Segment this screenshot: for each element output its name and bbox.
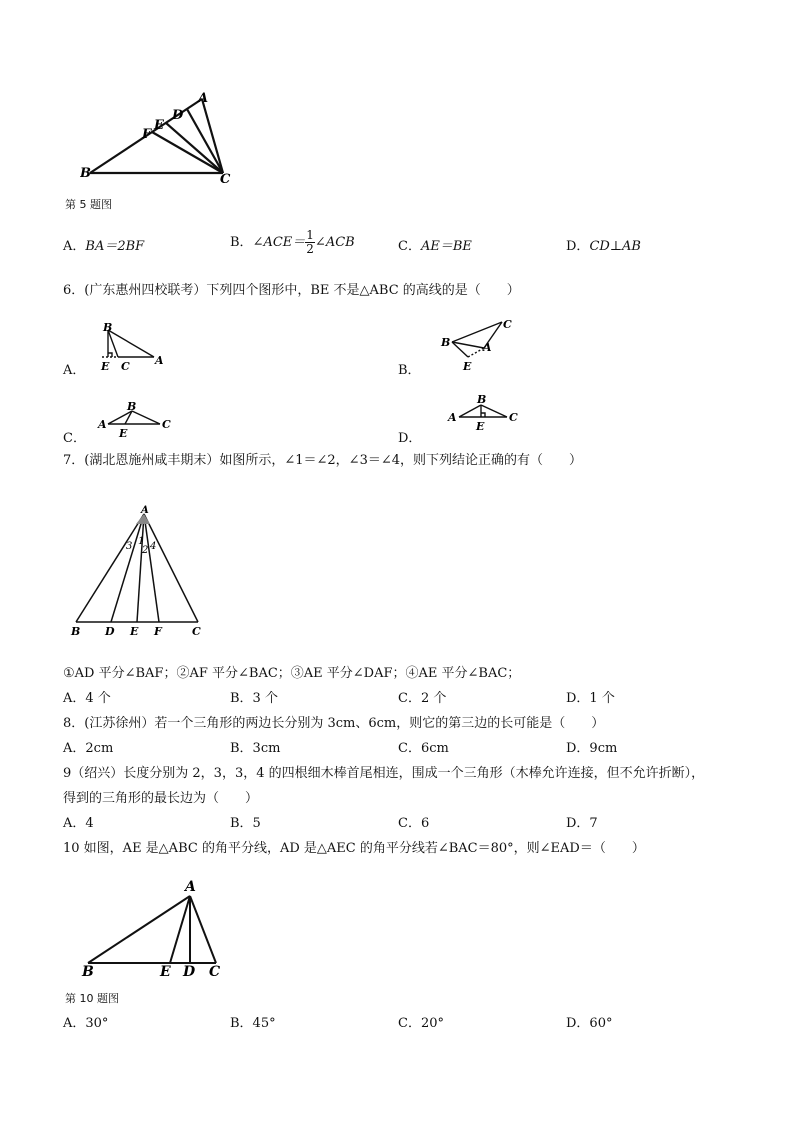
q5-option-d-text: CD⊥AB	[589, 239, 641, 254]
q10-option-b[interactable]: B．45°	[230, 1016, 276, 1031]
q6-figure-c	[96, 398, 176, 440]
q6-stem: 6．(广东惠州四校联考）下列四个图形中，BE 不是△ABC 的高线的是（ ）	[63, 283, 520, 298]
q9-stem-line1: 9（绍兴）长度分别为 2，3，3，4 的四根细木棒首尾相连，围成一个三角形（木棒允许连接，但不允许折断），	[63, 766, 705, 781]
q8-option-d[interactable]: D．9cm	[566, 741, 618, 756]
q5-option-a-text: BA＝2BF	[85, 239, 145, 254]
q9-option-a[interactable]: A．4	[63, 816, 94, 831]
q7-option-c[interactable]: C．2 个	[398, 691, 447, 706]
fig5-label-b: B	[80, 166, 91, 181]
q5-option-c[interactable]	[398, 238, 472, 256]
fig5-label-c: C	[220, 172, 231, 187]
q5-option-b-fraction	[305, 229, 315, 256]
fig7-angle-3: 3	[126, 541, 133, 552]
figure-q10	[78, 872, 238, 982]
q5-option-a-letter: A．	[63, 239, 86, 254]
fig5-label-a: A	[198, 91, 209, 106]
q8-stem: 8．(江苏徐州）若一个三角形的两边长分别为 3cm、6cm，则它的第三边的长可能是（ ）	[63, 716, 605, 731]
q6a-label-b: B	[103, 321, 113, 334]
q7-option-a[interactable]: A．4 个	[63, 691, 111, 706]
q10-option-c[interactable]: C．20°	[398, 1016, 444, 1031]
q9-option-b[interactable]: B．5	[230, 816, 261, 831]
q7-option-d[interactable]: D．1 个	[566, 691, 615, 706]
q7-statements: ①AD 平分∠BAF；②AF 平分∠BAC；③AE 平分∠DAF；④AE 平分∠BAC；	[63, 666, 521, 681]
q6b-label-a: A	[483, 341, 492, 354]
fig7-label-b: B	[71, 625, 81, 638]
q7-stem: 7．(湖北恩施州咸丰期末）如图所示，∠1＝∠2，∠3＝∠4，则下列结论正确的有（ ）	[63, 453, 582, 468]
fig5-label-f: F	[142, 127, 152, 142]
fig7-label-e: E	[130, 625, 139, 638]
q6c-label-b: B	[127, 400, 137, 413]
fig7-label-c: C	[192, 625, 201, 638]
q6c-label-c: C	[162, 418, 171, 431]
q5-option-b[interactable]	[230, 229, 355, 256]
figure-q7	[62, 500, 222, 640]
fig7-label-d: D	[105, 625, 115, 638]
fig5-label-e: E	[154, 118, 164, 133]
q6-option-b[interactable]: B．	[398, 363, 421, 378]
q6-option-d[interactable]: D．	[398, 431, 422, 446]
q5-option-c-text: AE＝BE	[420, 239, 472, 254]
q6d-label-a: A	[448, 411, 457, 424]
q6-figure-d	[445, 390, 525, 435]
q8-option-a[interactable]: A．2cm	[63, 741, 114, 756]
q9-option-d[interactable]: D．7	[566, 816, 598, 831]
fig7-label-a: A	[141, 505, 149, 516]
fig10-label-d: D	[183, 964, 196, 980]
q10-stem: 10 如图，AE 是△ABC 的角平分线，AD 是△AEC 的角平分线若∠BAC＝80°，则∠EAD＝（ ）	[63, 841, 645, 856]
fig10-caption: 第 10 题图	[65, 992, 119, 1005]
q5-option-b-den: 2	[306, 242, 314, 256]
q6d-label-e: E	[476, 420, 485, 433]
q6a-label-e: E	[101, 360, 110, 373]
q6c-label-e: E	[119, 427, 128, 440]
fig5-caption: 第 5 题图	[65, 198, 112, 211]
fig7-angle-1: 1	[138, 536, 145, 547]
fig5-label-d: D	[172, 108, 184, 123]
fig7-label-f: F	[154, 625, 162, 638]
q6a-label-a: A	[155, 354, 164, 367]
fig10-label-b: B	[82, 964, 94, 980]
q8-option-b[interactable]: B．3cm	[230, 741, 281, 756]
q7-option-b[interactable]: B．3 个	[230, 691, 278, 706]
q5-option-b-post: ∠ACB	[314, 235, 355, 250]
figure-q5	[80, 88, 250, 188]
q5-option-b-num: 1	[306, 228, 314, 242]
fig7-angle-4: 4	[150, 541, 157, 552]
q9-stem-line2: 得到的三角形的最长边为（ ）	[63, 791, 259, 806]
fig10-label-c: C	[209, 964, 221, 980]
q6-figure-b	[436, 310, 526, 375]
q6c-label-a: A	[98, 418, 107, 431]
q5-option-c-letter: C．	[398, 239, 421, 254]
q5-option-b-pre: ∠ACE＝	[252, 235, 306, 250]
q6-figure-a	[96, 320, 176, 375]
q5-option-b-letter: B．	[230, 235, 253, 250]
q5-option-d[interactable]	[566, 238, 641, 256]
q6b-label-e: E	[463, 360, 472, 373]
fig10-label-e: E	[160, 964, 171, 980]
q9-option-c[interactable]: C．6	[398, 816, 430, 831]
q8-option-c[interactable]: C．6cm	[398, 741, 449, 756]
q6b-label-b: B	[441, 336, 451, 349]
q10-option-d[interactable]: D．60°	[566, 1016, 613, 1031]
q6d-label-b: B	[477, 393, 487, 406]
q5-option-a[interactable]	[63, 238, 144, 256]
q6-option-c[interactable]: C．	[63, 431, 86, 446]
q5-option-d-letter: D．	[566, 239, 590, 254]
fig7-angle-2: 2	[142, 545, 149, 556]
q6d-label-c: C	[509, 411, 518, 424]
q6b-label-c: C	[503, 318, 512, 331]
fig10-label-a: A	[185, 879, 196, 895]
q6-option-a[interactable]: A．	[63, 363, 86, 378]
q10-option-a[interactable]: A．30°	[63, 1016, 109, 1031]
q6a-label-c: C	[121, 360, 130, 373]
